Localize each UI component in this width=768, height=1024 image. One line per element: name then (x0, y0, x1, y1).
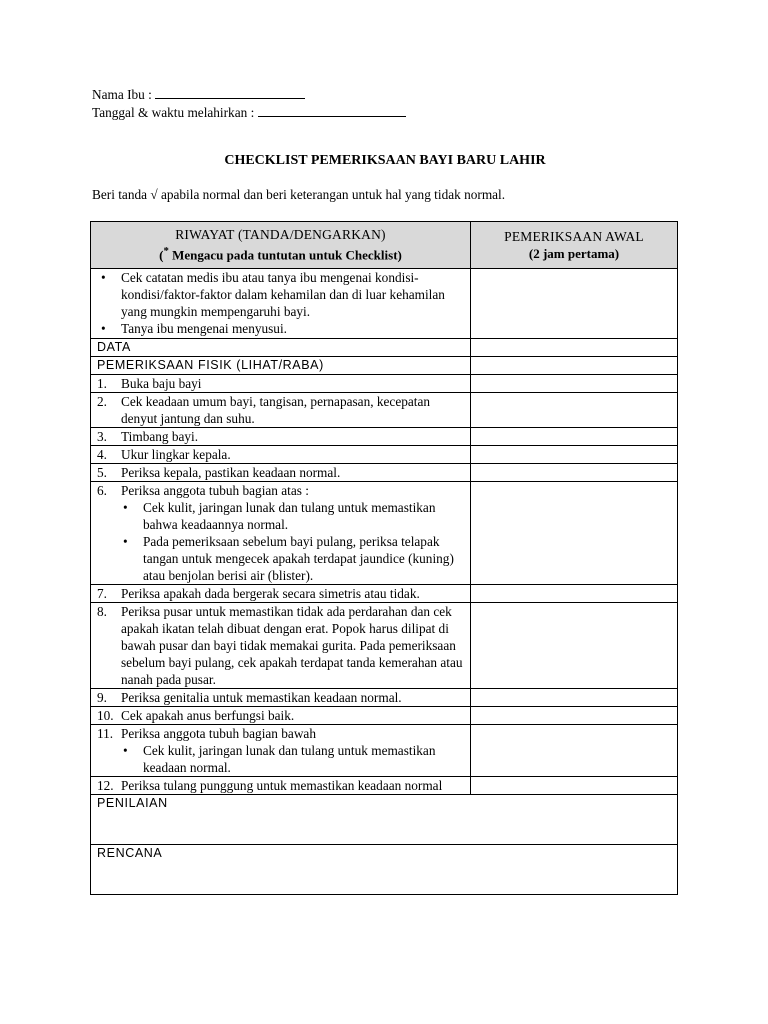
assessment-label: PENILAIAN (97, 796, 168, 810)
check-cell[interactable] (471, 482, 678, 585)
table-row (91, 339, 678, 357)
data-section-label: DATA (91, 339, 471, 357)
list-item: • Pada pemeriksaan sebelum bayi pulang, periksa telapak tangan untuk mengecek apakah terdapat jaundice (kuning) atau benjolan berisi air (blister). (123, 534, 454, 583)
check-cell[interactable] (471, 689, 678, 707)
initial-exam-column-subtitle: (2 jam pertama) (528, 246, 620, 261)
table-row: 11. Periksa anggota tubuh bagian bawah • Cek kulit, jaringan lunak dan tulang untuk memastikan keadaan normal. (91, 725, 678, 777)
check-cell[interactable] (471, 585, 678, 603)
initial-exam-column-title: PEMERIKSAAN AWAL (504, 229, 644, 244)
check-cell[interactable] (471, 603, 678, 689)
history-column-header (91, 222, 471, 269)
mother-name-field[interactable] (155, 86, 305, 99)
table-row: 9. Periksa genitalia untuk memastikan keadaan normal. (91, 689, 678, 707)
table-row: 12. Periksa tulang punggung untuk memastikan keadaan normal (91, 777, 678, 795)
checklist-table (90, 221, 678, 895)
table-row: 6. Periksa anggota tubuh bagian atas : • Cek kulit, jaringan lunak dan tulang untuk memastikan bahwa keadaannya normal. • Pada pemeriksaan sebelum bayi pulang, periksa telapak tangan untuk mengecek apakah terdapat jaundice (kuning) atau benjolan berisi air (blister). (91, 482, 678, 585)
table-header-row (91, 222, 678, 269)
table-row: 7. Periksa apakah dada bergerak secara simetris atau tidak. (91, 585, 678, 603)
birth-datetime-label: Tanggal & waktu melahirkan : (92, 105, 255, 120)
initial-exam-column-header (471, 222, 678, 269)
list-item: • Cek catatan medis ibu atau tanya ibu mengenai kondisi-kondisi/faktor-faktor dalam kehamilan dan di luar kehamilan yang mungkin mempengaruhi bayi. (101, 270, 445, 319)
history-column-title: RIWAYAT (TANDA/DENGARKAN) (175, 227, 386, 243)
table-row: 8. Periksa pusar untuk memastikan tidak ada perdarahan dan cek apakah ikatan telah dibuat dengan erat. Popok harus dilipat di bawah pusar dan bayi tidak memakai gurita. Pada pemeriksaan sebelum bayi pulang, cek apakah terdapat tanda kemerahan atau nanah pada pusar. (91, 603, 678, 689)
history-column-note: (* Mengacu pada tuntutan untuk Checklist) (159, 245, 402, 263)
check-cell[interactable] (471, 464, 678, 482)
check-cell[interactable] (471, 357, 678, 375)
table-row (91, 357, 678, 375)
list-item: • Tanya ibu mengenai menyusui. (101, 321, 287, 336)
check-cell[interactable] (471, 375, 678, 393)
plan-section[interactable] (91, 845, 678, 895)
table-row: 10. Cek apakah anus berfungsi baik. (91, 707, 678, 725)
table-row (91, 845, 678, 895)
mother-name-line (92, 86, 305, 103)
birth-datetime-field[interactable] (258, 104, 406, 117)
history-cell (91, 269, 471, 339)
table-row (91, 269, 678, 339)
table-row: 3. Timbang bayi. (91, 428, 678, 446)
physical-exam-section-label: PEMERIKSAAN FISIK (LIHAT/RABA) (91, 357, 471, 375)
check-cell[interactable] (471, 777, 678, 795)
check-cell[interactable] (471, 707, 678, 725)
table-row: 2. Cek keadaan umum bayi, tangisan, pernapasan, kecepatan denyut jantung dan suhu. (91, 393, 678, 428)
instruction-text: Beri tanda √ apabila normal dan beri keterangan untuk hal yang tidak normal. (92, 187, 506, 202)
check-cell[interactable] (471, 393, 678, 428)
list-item: • Cek kulit, jaringan lunak dan tulang untuk memastikan keadaan normal. (123, 743, 436, 775)
page-title: CHECKLIST PEMERIKSAAN BAYI BARU LAHIR (224, 153, 546, 168)
birth-datetime-line (92, 104, 406, 121)
table-row: 5. Periksa kepala, pastikan keadaan normal. (91, 464, 678, 482)
check-cell[interactable] (471, 428, 678, 446)
table-row: 1. Buka baju bayi (91, 375, 678, 393)
assessment-section[interactable] (91, 795, 678, 845)
check-cell[interactable] (471, 269, 678, 339)
table-row (91, 795, 678, 845)
plan-label: RENCANA (97, 846, 163, 860)
list-item: • Cek kulit, jaringan lunak dan tulang untuk memastikan bahwa keadaannya normal. (123, 500, 436, 532)
mother-name-label: Nama Ibu : (92, 87, 152, 102)
table-row: 4. Ukur lingkar kepala. (91, 446, 678, 464)
check-cell[interactable] (471, 339, 678, 357)
check-cell[interactable] (471, 725, 678, 777)
check-cell[interactable] (471, 446, 678, 464)
